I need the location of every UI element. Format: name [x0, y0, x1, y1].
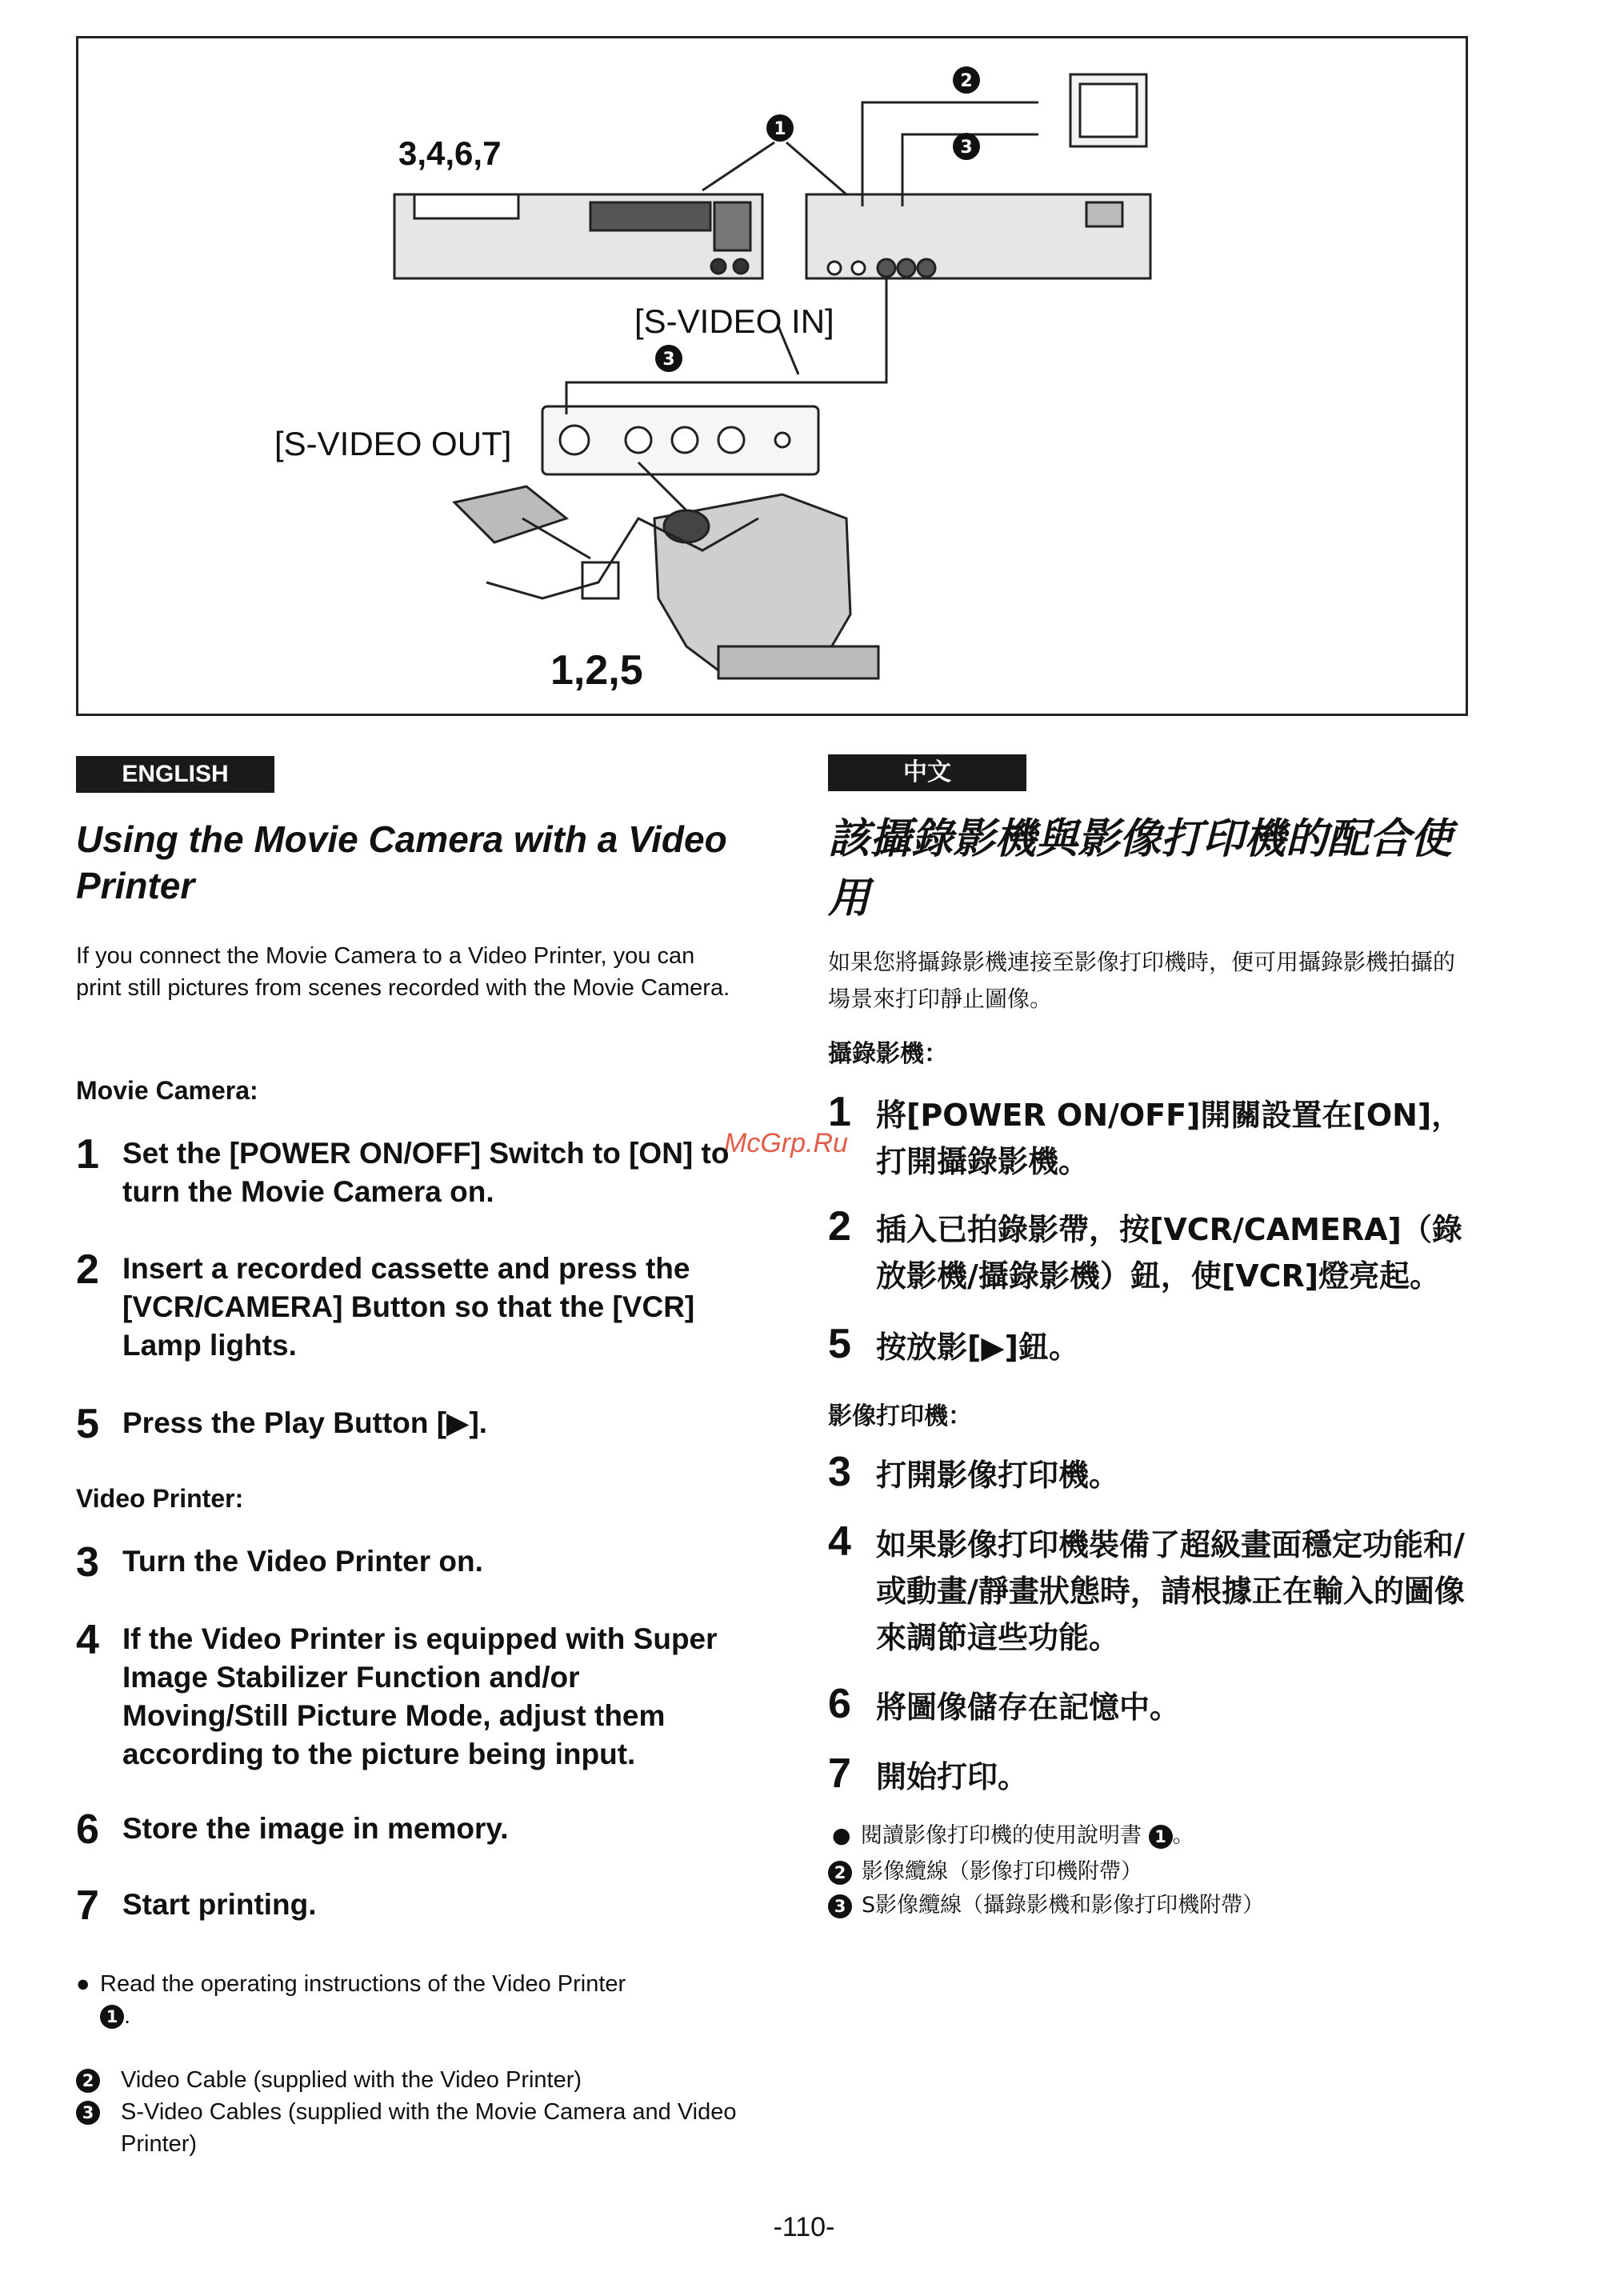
callout-2-icon: 2 — [828, 1861, 852, 1885]
step-number: 6 — [76, 1806, 99, 1853]
chinese-note-bullet: ● 閱讀影像打印機的使用說明書 1 。 — [832, 1820, 1472, 1852]
chinese-title: 該攝錄影機與影像打印機的配合使用 — [828, 815, 1453, 922]
note-text: 影像纜線（影像打印機附帶） — [862, 1859, 1142, 1884]
chinese-intro: 如果您將攝錄影機連接至影像打印機時，便可用攝錄影機拍攝的場景來打印靜止圖像。 — [828, 949, 1456, 1012]
step-text: 插入已拍錄影帶，按[VCR/CAMERA]（錄放影機/攝錄影機）鈕，使[VCR]燈亮起。 — [876, 1212, 1462, 1294]
step-number: 3 — [828, 1449, 851, 1495]
step-text: Turn the Video Printer on. — [122, 1545, 483, 1578]
english-step — [76, 1246, 740, 1365]
chinese-note-3 — [828, 1890, 1468, 1922]
english-step — [76, 1131, 740, 1211]
english-note-2 — [76, 2064, 740, 2096]
step-number: 1 — [76, 1131, 99, 1178]
steps-camera-label: 1,2,5 — [550, 647, 643, 694]
video-cable — [862, 102, 1038, 206]
steps-printer-label: 3,4,6,7 — [398, 134, 502, 172]
step-text: Store the image in memory. — [122, 1812, 509, 1845]
english-step — [76, 1539, 740, 1586]
step-text: 開始打印。 — [876, 1759, 1029, 1794]
step-number: 7 — [76, 1882, 99, 1929]
step-text: 將[POWER ON/OFF]開關設置在[ON]，打開攝錄影機。 — [876, 1098, 1462, 1179]
note-text: S-Video Cables (supplied with the Movie Camera and Video Printer) — [121, 2099, 737, 2157]
note-text: 閱讀影像打印機的使用說明書 — [861, 1823, 1142, 1848]
callout-3-icon: 3 — [76, 2101, 100, 2125]
step-text: If the Video Printer is equipped with Super Image Stabilizer Function and/or Moving/Still Picture Mode, adjust them according to the picture being input. — [122, 1622, 718, 1770]
step-text: 按放影[▶]鈕。 — [876, 1330, 1079, 1365]
callout-1-icon: 1 — [100, 2005, 124, 2029]
step-number: 3 — [76, 1539, 99, 1586]
chinese-step — [828, 1518, 1476, 1661]
step-number: 2 — [828, 1203, 851, 1250]
english-step — [76, 1882, 740, 1929]
step-number: 7 — [828, 1750, 851, 1797]
watermark: McGrp.Ru — [724, 1128, 848, 1158]
note-text: Video Cable (supplied with the Video Printer) — [121, 2067, 582, 2093]
english-step — [76, 1617, 740, 1774]
callout-1-icon: 1 — [1149, 1825, 1173, 1849]
step-number: 5 — [828, 1321, 851, 1367]
chinese-step — [828, 1089, 1476, 1185]
chinese-step — [828, 1750, 1476, 1800]
connection-diagram — [76, 36, 1468, 716]
english-subhead-camera: Movie Camera: — [76, 1076, 258, 1105]
step-number: 1 — [828, 1089, 851, 1135]
chinese-step — [828, 1681, 1476, 1730]
callout-3-label: 3 — [960, 138, 973, 158]
callout-1-label: 1 — [774, 119, 786, 139]
bullet-icon: ● — [832, 1823, 851, 1848]
note-text: Read the operating instructions of the Video Printer — [100, 1971, 626, 1997]
english-note-3 — [76, 2096, 740, 2160]
callout-2-icon: 2 — [76, 2069, 100, 2093]
step-text: 將圖像儲存在記憶中。 — [876, 1690, 1181, 1725]
step-number: 4 — [828, 1518, 851, 1565]
english-section-tab: ENGLISH — [76, 756, 274, 793]
svideo-in-label: [S-VIDEO IN] — [634, 302, 834, 340]
step-number: 4 — [76, 1617, 99, 1663]
english-subhead-printer: Video Printer: — [76, 1484, 244, 1513]
english-intro: If you connect the Movie Camera to a Video Printer, you can print still pictures from scenes recorded with the Movie Camera. — [76, 943, 730, 1001]
english-step — [76, 1806, 740, 1853]
chinese-step — [828, 1203, 1476, 1299]
callout-3-icon: 3 — [828, 1894, 852, 1918]
connection-illustration — [78, 38, 1470, 718]
svideo-out-label: [S-VIDEO OUT] — [274, 425, 512, 462]
chinese-section-tab: 中文 — [828, 754, 1026, 791]
chinese-subhead-printer: 影像打印機： — [828, 1402, 972, 1430]
step-number: 6 — [828, 1681, 851, 1727]
english-step — [76, 1401, 740, 1447]
step-text: 如果影像打印機裝備了超級畫面穩定功能和/或動畫/靜畫狀態時，請根據正在輸入的圖像來調節這些功能。 — [876, 1527, 1465, 1655]
chinese-step — [828, 1449, 1476, 1498]
chinese-note-2 — [828, 1856, 1468, 1888]
chinese-subhead-camera: 攝錄影機： — [828, 1040, 948, 1068]
callout-2-label: 2 — [960, 71, 973, 91]
english-note-bullet: ● Read the operating instructions of the Video Printer 1 . — [76, 1968, 740, 2032]
step-text: Set the [POWER ON/OFF] Switch to [ON] to turn the Movie Camera on. — [122, 1137, 730, 1208]
step-text: 打開影像打印機。 — [876, 1458, 1120, 1493]
step-number: 2 — [76, 1246, 99, 1293]
bullet-icon: ● — [76, 1971, 90, 1997]
step-text: Insert a recorded cassette and press the [VCR/CAMERA] Button so that the [VCR] Lamp lights. — [122, 1252, 695, 1362]
page-number: -110- — [773, 2212, 835, 2242]
step-text: Press the Play Button [▶]. — [122, 1406, 488, 1439]
chinese-step — [828, 1321, 1476, 1370]
step-text: Start printing. — [122, 1888, 317, 1921]
callout-3b-label: 3 — [662, 350, 675, 370]
english-title: Using the Movie Camera with a Video Printer — [76, 818, 727, 906]
step-number: 5 — [76, 1401, 99, 1447]
note-text: S影像纜線（攝錄影機和影像打印機附帶） — [862, 1893, 1265, 1918]
